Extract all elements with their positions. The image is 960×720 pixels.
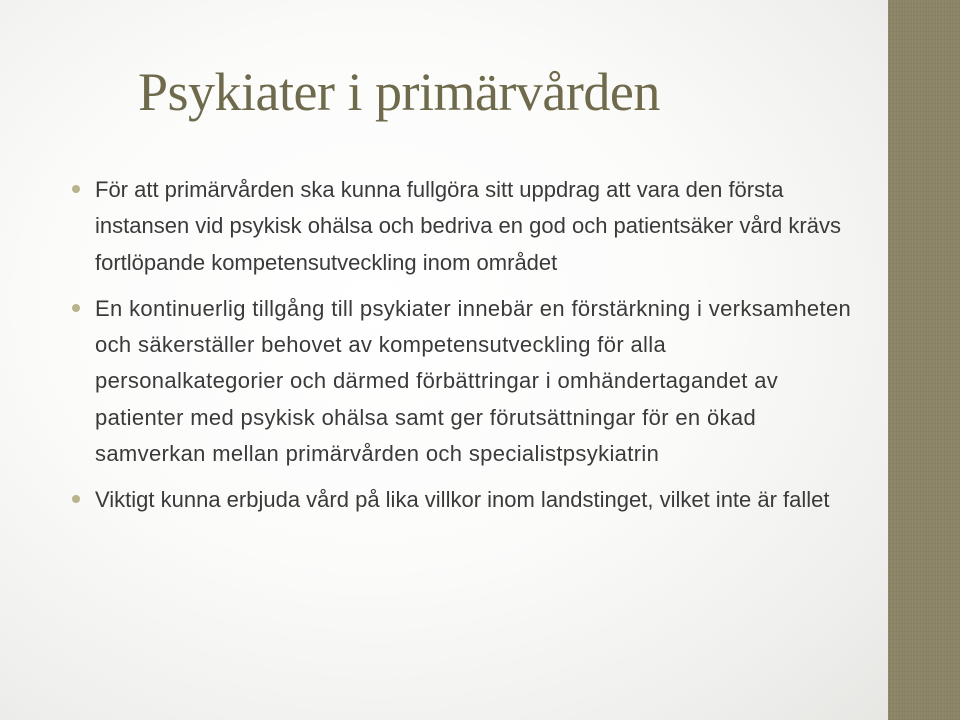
bullet-text: Viktigt kunna erbjuda vård på lika villkor inom landstinget, vilket inte är fallet <box>95 487 830 513</box>
bullet-text: För att primärvården ska kunna fullgöra sitt uppdrag att vara den första instansen vid psykisk ohälsa och bedriva en god och patientsäker vård krävs fortlöpande kompetensutveckling inom området <box>95 177 841 275</box>
bullet-item <box>72 291 852 472</box>
slide-title: Psykiater i primärvården <box>138 62 660 122</box>
bullet-marker <box>72 495 80 503</box>
bullet-item <box>72 172 852 281</box>
bullet-item <box>72 482 852 518</box>
decorative-sidebar <box>888 0 960 720</box>
bullet-marker <box>72 185 80 193</box>
bullet-list <box>72 172 852 529</box>
bullet-text: En kontinuerlig tillgång till psykiater innebär en förstärkning i verksamheten och säkerställer behovet av kompetensutveckling för alla personalkategorier och därmed förbättringar i omhändertagandet av patienter med psykisk ohälsa samt ger förutsättningar för en ökad samverkan mellan primärvården och specialistpsykiatrin <box>95 295 852 467</box>
bullet-marker <box>72 304 80 312</box>
